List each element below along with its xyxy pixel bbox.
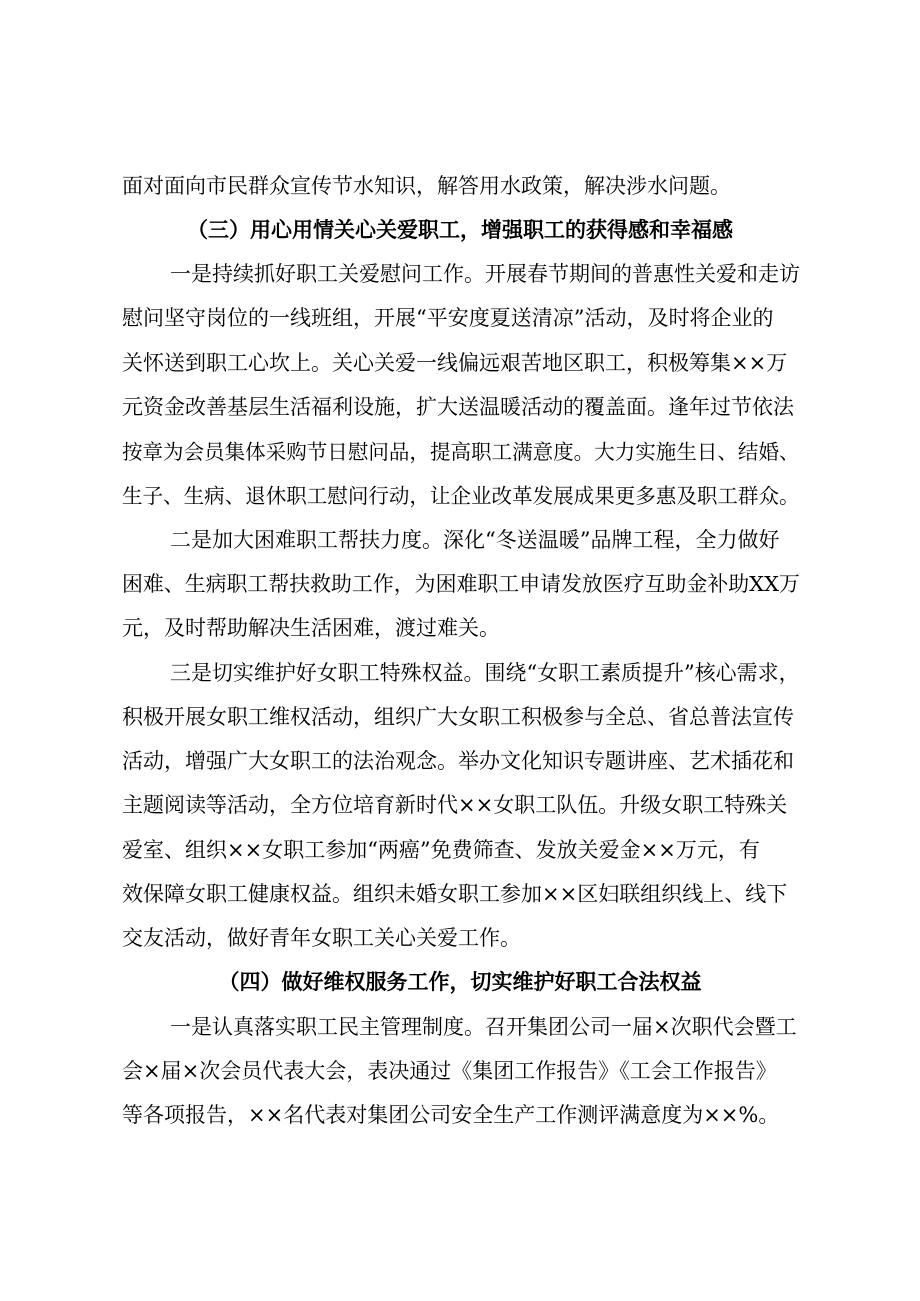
paragraph-3-2-line-3: 元，及时帮助解决生活困难，渡过难关。 <box>122 616 500 640</box>
paragraph-3-3-line-7: 交友活动，做好青年女职工关心关爱工作。 <box>122 926 521 950</box>
paragraph-3-2-line-1: 二是加大困难职工帮扶力度。深化“冬送温暖”品牌工程，全力做好 <box>170 528 780 552</box>
paragraph-3-1-line-1: 一是持续抓好职工关爱慰问工作。开展春节期间的普惠性关爱和走访 <box>170 262 800 286</box>
section-heading-3: （三）用心用情关心关爱职工，增强职工的获得感和幸福感 <box>187 217 733 242</box>
paragraph-3-1-line-3: 关怀送到职工心坎上。关心关爱一线偏远艰苦地区职工，积极筹集××万 <box>122 351 788 375</box>
paragraph-3-1-line-5: 按章为会员集体采购节日慰问品，提高职工满意度。大力实施生日、结婚、 <box>122 440 800 464</box>
paragraph-3-1-line-2: 慰问坚守岗位的一线班组，开展“平安度夏送清凉”活动，及时将企业的 <box>122 306 774 330</box>
paragraph-4-1-line-1: 一是认真落实职工民主管理制度。召开集团公司一届×次职代会暨工 <box>170 1015 797 1039</box>
paragraph-3-3-line-6: 效保障女职工健康权益。组织未婚女职工参加××区妇联组织线上、线下 <box>122 882 788 906</box>
paragraph-3-1-line-6: 生子、生病、退休职工慰问行动，让企业改革发展成果更多惠及职工群众。 <box>122 484 800 508</box>
paragraph-4-1-line-3: 等各项报告，××名代表对集团公司安全生产工作测评满意度为××%。 <box>122 1103 780 1127</box>
paragraph-3-3-line-3: 活动，增强广大女职工的法治观念。举办文化知识专题讲座、艺术插花和 <box>122 749 794 773</box>
paragraph-3-2-line-2: 困难、生病职工帮扶救助工作，为困难职工申请发放医疗互助金补助XX万 <box>122 572 800 596</box>
section-heading-4: （四）做好维权服务工作，切实维护好职工合法权益 <box>218 969 702 994</box>
paragraph-3-3-line-1: 三是切实维护好女职工特殊权益。围绕“女职工素质提升”核心需求， <box>170 661 800 685</box>
paragraph-intro-line-1: 面对面向市民群众宣传节水知识，解答用水政策，解决涉水问题。 <box>122 174 731 198</box>
paragraph-3-1-line-4: 元资金改善基层生活福利设施，扩大送温暖活动的覆盖面。逢年过节依法 <box>122 395 794 419</box>
paragraph-3-3-line-2: 积极开展女职工维权活动，组织广大女职工积极参与全总、省总普法宣传 <box>122 705 794 729</box>
paragraph-4-1-line-2: 会×届×次会员代表大会，表决通过《集团工作报告》《工会工作报告》 <box>122 1059 777 1083</box>
paragraph-3-3-line-5: 爱室、组织××女职工参加“两癌”免费筛查、发放关爱金××万元，有 <box>122 838 760 862</box>
paragraph-3-3-line-4: 主题阅读等活动，全方位培育新时代××女职工队伍。升级女职工特殊关 <box>122 793 788 817</box>
